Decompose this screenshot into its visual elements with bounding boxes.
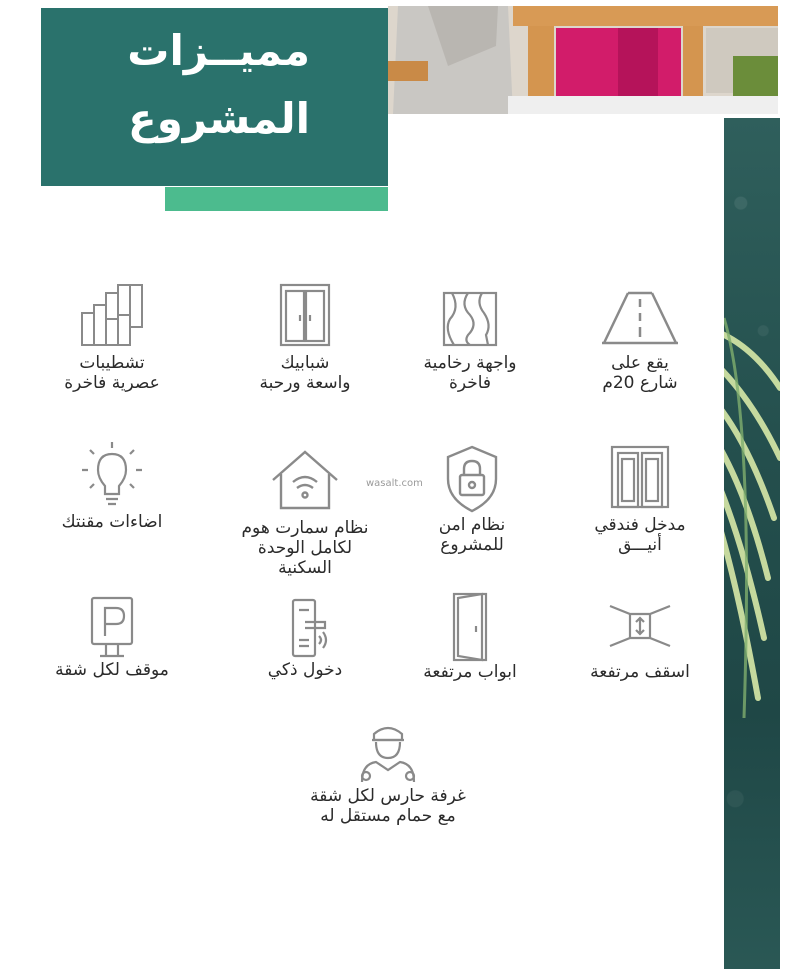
feature-label: مدخل فندقي <box>594 515 686 535</box>
feature-label: تشطيبات <box>79 353 145 373</box>
feature-label: عصرية فاخرة <box>64 373 160 393</box>
feature-high-ceilings <box>560 598 720 682</box>
parking-sign-icon <box>72 596 152 660</box>
feature-smart-home <box>225 448 385 578</box>
feature-high-doors <box>390 592 550 682</box>
feature-label: للمشروع <box>440 535 504 555</box>
feature-label: شبابيك <box>280 353 330 373</box>
feature-label: لكامل الوحدة <box>257 538 353 558</box>
security-lock-icon <box>432 445 512 515</box>
feature-label: نظام سمارت هوم <box>241 518 369 538</box>
feature-windows <box>225 283 385 393</box>
feature-label: اسقف مرتفعة <box>590 662 690 682</box>
feature-label: ابواب مرتفعة <box>423 662 517 682</box>
palm-leaf-graphic <box>724 118 780 969</box>
decorative-side-strip <box>724 118 780 969</box>
feature-label: واجهة رخامية <box>423 353 517 373</box>
feature-label: نظام امن <box>438 515 506 535</box>
smart-lock-icon <box>265 596 345 660</box>
feature-road <box>560 283 720 393</box>
feature-label: فاخرة <box>448 373 492 393</box>
feature-label: غرفة حارس لكل شقة <box>310 786 466 806</box>
guard-icon <box>348 720 428 786</box>
feature-label: واسعة ورحبة <box>259 373 351 393</box>
feature-parking <box>32 596 192 680</box>
road-icon <box>600 283 680 353</box>
marble-facade-icon <box>430 283 510 353</box>
feature-label: يقع على <box>611 353 669 373</box>
feature-label: دخول ذكي <box>267 660 343 680</box>
hero-photo <box>388 6 778 114</box>
feature-hotel-entrance <box>560 445 720 555</box>
watermark: wasalt.com <box>366 478 423 489</box>
lightbulb-icon <box>72 440 152 512</box>
feature-label: السكنية <box>278 558 332 578</box>
title-banner <box>41 8 388 186</box>
feature-label: موقف لكل شقة <box>55 660 169 680</box>
high-ceiling-icon <box>600 598 680 662</box>
feature-marble-facade <box>390 283 550 393</box>
hotel-entrance-icon <box>600 445 680 515</box>
feature-lighting <box>32 440 192 532</box>
feature-label: اضاءات مقنتك <box>61 512 163 532</box>
title-line-1: مميــزات <box>127 26 310 75</box>
title-line-2: المشروع <box>128 94 310 143</box>
title-accent-bar <box>165 187 388 211</box>
feature-label: أنيـــق <box>618 535 662 555</box>
smart-home-icon <box>265 448 345 518</box>
feature-smart-entry <box>225 596 385 680</box>
window-icon <box>265 283 345 353</box>
feature-label: مع حمام مستقل له <box>320 806 456 826</box>
feature-label: شارع 20م <box>602 373 678 393</box>
feature-finishes <box>32 283 192 393</box>
tall-door-icon <box>430 592 510 662</box>
feature-guard-room <box>308 720 468 826</box>
feature-security <box>392 445 552 555</box>
tiles-icon <box>72 283 152 353</box>
